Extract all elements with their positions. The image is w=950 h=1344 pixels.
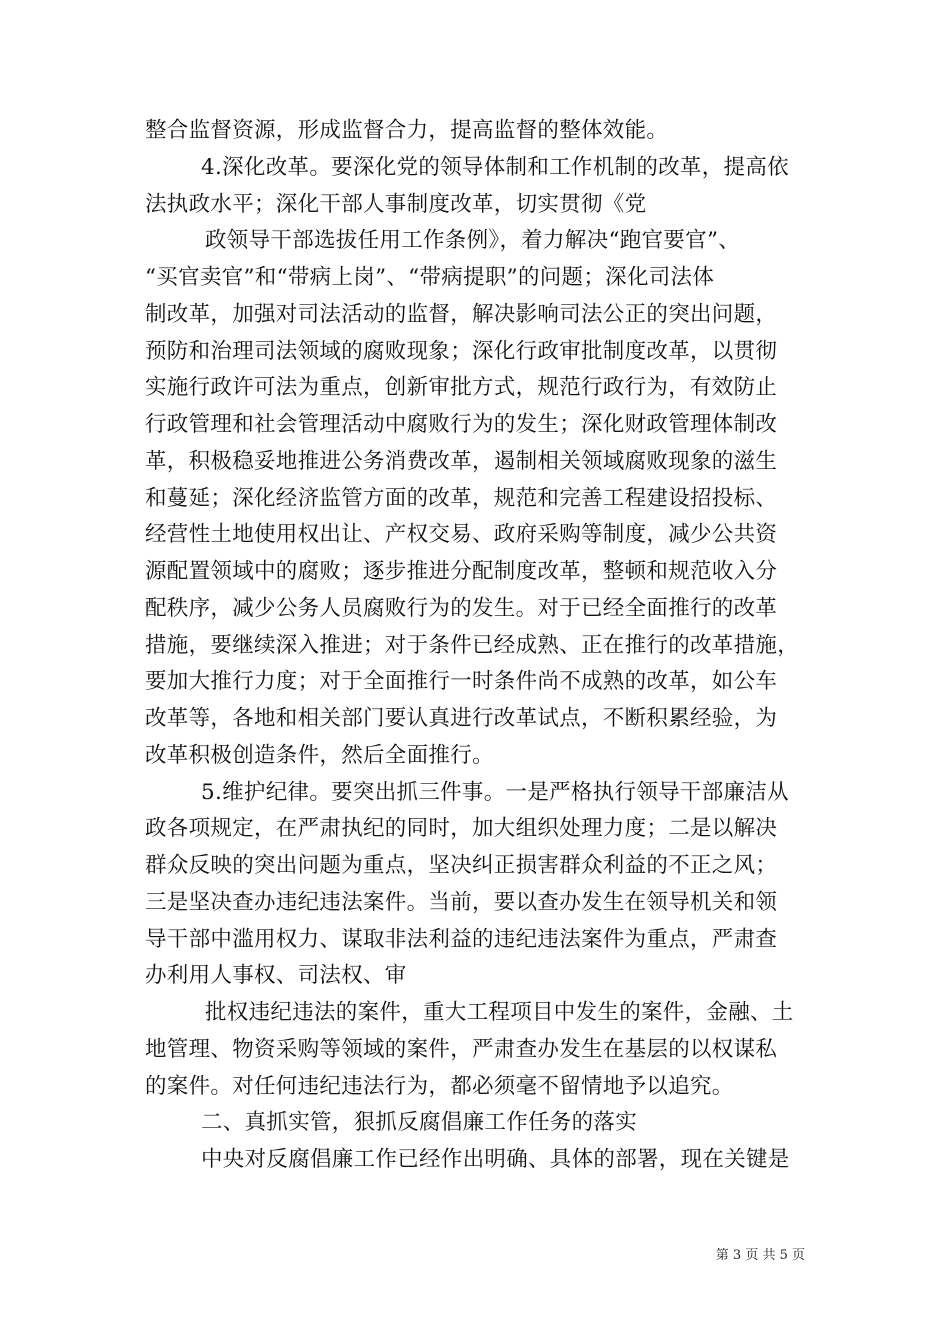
text-line: 整合监督资源，形成监督合力，提高监督的整体效能。 [145,118,669,143]
text-line: 行政管理和社会管理活动中腐败行为的发生；深化财政管理体制改 [145,412,778,437]
text-line: “买官卖官”和“带病上岗”、“带病提职”的问题；深化司法体 [145,265,715,290]
text-line: 改革等，各地和相关部门要认真进行改革试点，不断积累经验，为 [145,706,778,731]
text-line: 的案件。对任何违纪违法行为，都必须毫不留情地予以追究。 [145,1073,734,1099]
text-line: 5.维护纪律。要突出抓三件事。一是严格执行领导干部廉洁从 [201,779,789,805]
text-line: 革，积极稳妥地推进公务消费改革，遏制相关领域腐败现象的滋生 [145,448,778,474]
text-line: 和蔓延；深化经济监管方面的改革，规范和完善工程建设招投标、 [145,485,778,511]
text-line: 源配置领域中的腐败；逐步推进分配制度改革，整顿和规范收入分 [145,559,778,584]
page-number: 第 3 页 共 5 页 [715,1248,805,1263]
text-line: 4.深化改革。要深化党的领导体制和工作机制的改革，提高依 [201,154,789,180]
text-line: 办利用人事权、司法权、审 [145,963,407,989]
text-line: 导干部中滥用权力、谋取非法利益的违纪违法案件为重点，严肃查 [145,926,778,952]
text-line: 配秩序，减少公务人员腐败行为的发生。对于已经全面推行的改革 [145,595,778,621]
text-line: 群众反映的突出问题为重点，坚决纠正损害群众利益的不正之风； [145,853,778,878]
text-line: 中央对反腐倡廉工作已经作出明确、具体的部署，现在关键是 [201,1147,790,1172]
document-body [145,113,810,1179]
section-heading: 二、真抓实管，狠抓反腐倡廉工作任务的落实 [201,1110,638,1136]
text-line: 法执政水平；深化干部人事制度改革，切实贯彻《党 [145,191,647,217]
text-line: 制改革，加强对司法活动的监督，解决影响司法公正的突出问题， [145,301,778,327]
text-line: 要加大推行力度；对于全面推行一时条件尚不成熟的改革，如公车 [145,669,778,695]
text-line: 政领导干部选拔任用工作条例》，着力解决“跑官要官”、 [205,228,741,254]
text-line: 改革积极创造条件，然后全面推行。 [145,742,494,768]
text-line: 政各项规定，在严肃执纪的同时，加大组织处理力度；二是以解决 [145,816,778,842]
text-line: 地管理、物资采购等领域的案件，严肃查办发生在基层的以权谋私 [145,1036,778,1062]
text-line: 三是坚决查办违纪违法案件。当前，要以查办发生在领导机关和领 [145,889,778,915]
text-line: 实施行政许可法为重点，创新审批方式，规范行政行为，有效防止 [145,375,778,401]
text-line: 预防和治理司法领域的腐败现象；深化行政审批制度改革，以贯彻 [145,338,778,364]
text-line: 批权违纪违法的案件，重大工程项目中发生的案件，金融、土 [205,1000,794,1025]
text-line: 经营性土地使用权出让、产权交易、政府采购等制度，减少公共资 [145,522,778,548]
text-line: 措施，要继续深入推进；对于条件已经成熟、正在推行的改革措施， [145,632,800,658]
